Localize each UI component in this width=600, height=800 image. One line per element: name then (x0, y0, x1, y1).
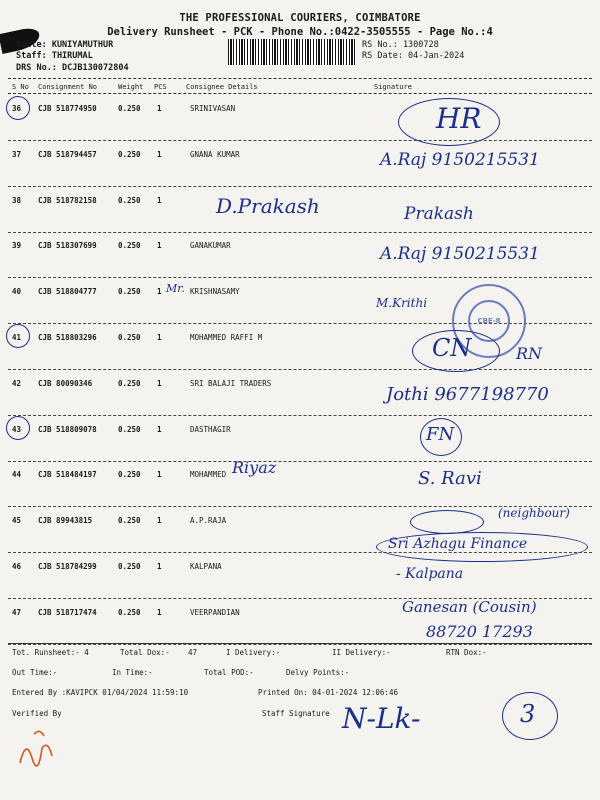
row43-circle-mark (6, 416, 30, 440)
row-pcs: 1 (157, 333, 162, 342)
row42-signature: Jothi 9677198770 (386, 384, 549, 405)
tot-runsheet: Tot. Runsheet:- 4 (12, 648, 89, 657)
row-pcs: 1 (157, 241, 162, 250)
row-sno: 42 (12, 379, 22, 388)
row-divider (8, 186, 592, 187)
verified-by: Verified By (12, 709, 62, 718)
row41-circle-mark (6, 324, 30, 348)
verifier-signature-mark (12, 718, 62, 778)
row-pcs: 1 (157, 196, 162, 205)
row-consignment-no: CJB 518717474 (38, 608, 97, 617)
row47-signature: Ganesan (Cousin) (402, 598, 537, 616)
row-consignee: KALPANA (190, 562, 222, 571)
row-consignment-no: CJB 518809078 (38, 425, 97, 434)
company-title: THE PROFESSIONAL COURIERS, COIMBATORE (179, 12, 421, 24)
col-consignee: Consignee Details (186, 83, 258, 91)
row-consignee: VEERPANDIAN (190, 608, 240, 617)
row-pcs: 1 (157, 104, 162, 113)
row38-signature: Prakash (404, 204, 474, 224)
row-consignee: MOHAMMED RAFFI M (190, 333, 263, 342)
row-sno: 39 (12, 241, 22, 250)
rs-number: RS No.: 1300728 (362, 40, 439, 50)
total-pod: Total POD:- (204, 668, 254, 677)
row47-phone: 88720 17293 (426, 622, 533, 641)
row-pcs: 1 (157, 379, 162, 388)
row-weight: 0.250 (118, 241, 141, 250)
row-consignment-no: CJB 518782158 (38, 196, 97, 205)
row44-signature: S. Ravi (418, 468, 482, 489)
row-sno: 37 (12, 150, 22, 159)
row-consignment-no: CJB 518804777 (38, 287, 97, 296)
row-divider (8, 232, 592, 233)
entered-by: Entered By :KAVIPCK 01/04/2024 11:59:10 (12, 688, 189, 697)
row-consignee: KRISHNASAMY (190, 287, 240, 296)
row-weight: 0.250 (118, 287, 141, 296)
row45-note: (neighbour) (498, 506, 570, 520)
row45-signature: Sri Azhagu Finance (388, 536, 528, 552)
row-consignment-no: CJB 89943815 (38, 516, 93, 525)
row-consignee: SRINIVASAN (190, 104, 236, 113)
row-sno: 40 (12, 287, 22, 296)
row-weight: 0.250 (118, 562, 141, 571)
staff-label: Staff: THIRUMAL (16, 51, 93, 61)
row-consignee: GANAKUMAR (190, 241, 231, 250)
drs-number: DRS No.: DCJB130072804 (16, 63, 129, 73)
delvy-points: Delvy Points:- (286, 668, 350, 677)
row-consignee: A.P.RAJA (190, 516, 227, 525)
row-weight: 0.250 (118, 104, 141, 113)
rs-date: RS Date: 04-Jan-2024 (362, 51, 465, 61)
i-delivery: I Delivery:- (226, 648, 281, 657)
row-weight: 0.250 (118, 425, 141, 434)
row41-signature: CN (432, 334, 472, 362)
row-consignee: SRI BALAJI TRADERS (190, 379, 272, 388)
row-consignment-no: CJB 518307699 (38, 241, 97, 250)
row-consignment-no: CJB 518484197 (38, 470, 97, 479)
col-signature: Signature (374, 83, 412, 91)
row43-signature: FN (426, 424, 455, 445)
printed-on: Printed On: 04-01-2024 12:06:46 (258, 688, 398, 697)
row37-signature: A.Raj 9150215531 (380, 150, 540, 170)
row-divider (8, 277, 592, 278)
staff-signature: N-Lk- (342, 702, 421, 735)
row45-signature-circle (410, 510, 484, 534)
row40-signature: M.Krithi (376, 296, 428, 310)
ii-delivery: II Delivery:- (332, 648, 391, 657)
row40-mark: Mr. (166, 282, 185, 295)
row38-consignee-handwritten: D.Prakash (216, 194, 320, 218)
row-pcs: 1 (157, 516, 162, 525)
row-consignment-no: CJB 80090346 (38, 379, 93, 388)
row-weight: 0.250 (118, 196, 141, 205)
staff-signature-label: Staff Signature (262, 709, 330, 718)
header-rule-bottom (8, 93, 592, 94)
row46-signature: - Kalpana (396, 566, 464, 582)
col-pcs: PCS (154, 83, 167, 91)
footer-rule (8, 643, 592, 644)
row-pcs: 1 (157, 287, 162, 296)
row41-signature-extra: RN (516, 344, 543, 363)
rtn-dox: RTN Dox:- (446, 648, 487, 657)
col-sno: S No (12, 83, 29, 91)
row-divider (8, 644, 592, 645)
row-pcs: 1 (157, 562, 162, 571)
row-consignment-no: CJB 518774950 (38, 104, 97, 113)
row-sno: 36 (12, 104, 22, 113)
row-weight: 0.250 (118, 608, 141, 617)
row-pcs: 1 (157, 470, 162, 479)
row36-circle-mark (6, 96, 30, 120)
row39-signature: A.Raj 9150215531 (380, 244, 540, 264)
barcode (228, 39, 356, 65)
row-sno: 45 (12, 516, 22, 525)
runsheet-subtitle: Delivery Runsheet - PCK - Phone No.:0422-3505555 - Page No.:4 (107, 26, 493, 38)
row-weight: 0.250 (118, 470, 141, 479)
row-sno: 38 (12, 196, 22, 205)
row-consignee: DASTHAGIR (190, 425, 231, 434)
page-number-handwritten: 3 (520, 700, 536, 728)
row-sno: 47 (12, 608, 22, 617)
header-rule-top (8, 78, 592, 79)
stamp-label: CBE-8 (468, 300, 510, 342)
row-weight: 0.250 (118, 516, 141, 525)
row-consignment-no: CJB 518784299 (38, 562, 97, 571)
total-dox-value: 47 (188, 648, 198, 657)
row-weight: 0.250 (118, 379, 141, 388)
row-consignment-no: CJB 518794457 (38, 150, 97, 159)
total-dox-label: Total Dox:- (120, 648, 170, 657)
row-pcs: 1 (157, 425, 162, 434)
row-sno: 41 (12, 333, 22, 342)
row-pcs: 1 (157, 608, 162, 617)
row44-consignee-handwritten: Riyaz (232, 458, 277, 477)
row-consignee: GNANA KUMAR (190, 150, 240, 159)
row-sno: 46 (12, 562, 22, 571)
row-consignment-no: CJB 518803296 (38, 333, 97, 342)
route-label: Route: KUNIYAMUTHUR (16, 40, 114, 50)
row-divider (8, 369, 592, 370)
row-sno: 43 (12, 425, 22, 434)
row-divider (8, 415, 592, 416)
in-time: In Time:- (112, 668, 153, 677)
row-sno: 44 (12, 470, 22, 479)
row-divider (8, 140, 592, 141)
col-weight: Weight (118, 83, 144, 91)
row-weight: 0.250 (118, 333, 141, 342)
row-pcs: 1 (157, 150, 162, 159)
col-consignment: Consignment No (38, 83, 98, 91)
row-divider (8, 461, 592, 462)
row-consignee: MOHAMMED (190, 470, 227, 479)
out-time: Out Time:- (12, 668, 58, 677)
row-weight: 0.250 (118, 150, 141, 159)
row36-signature: HR (436, 102, 482, 135)
